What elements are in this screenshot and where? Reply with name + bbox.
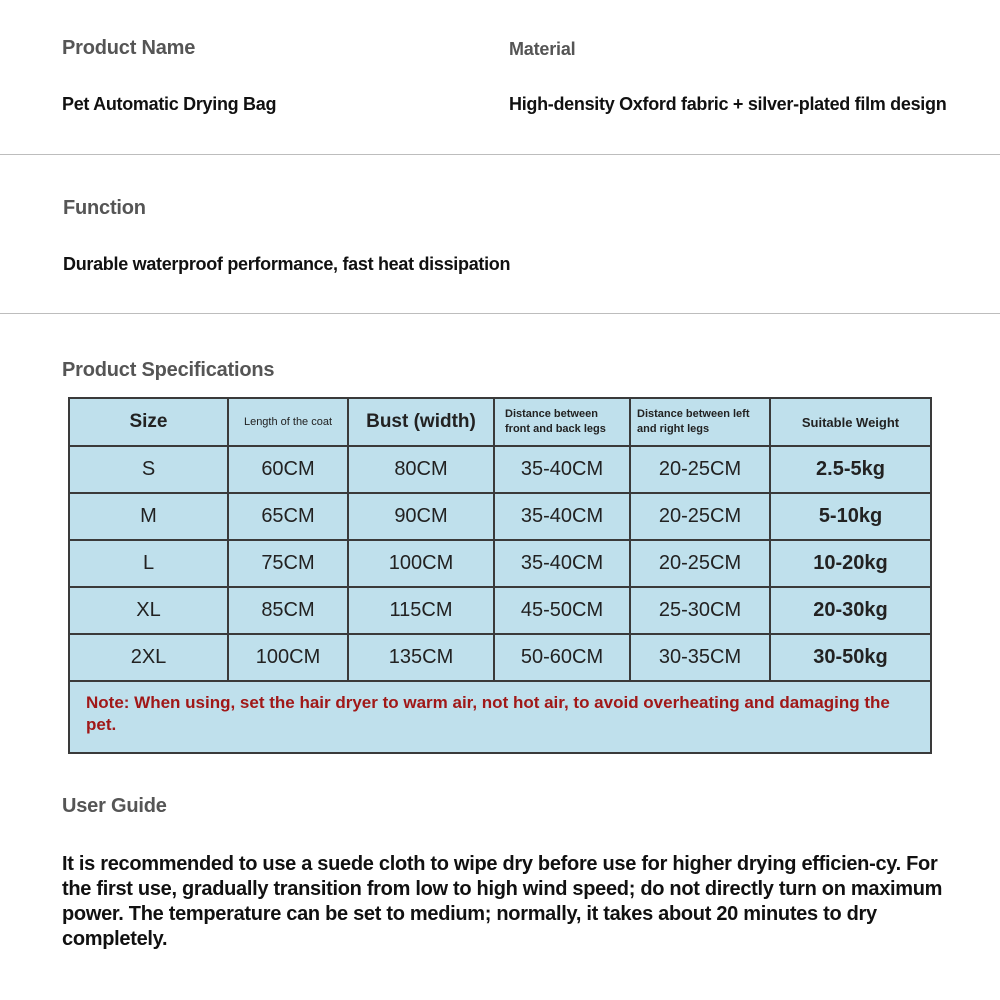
- size-cell: M: [70, 493, 228, 540]
- length-cell: 100CM: [228, 634, 348, 681]
- bust-cell: 135CM: [348, 634, 494, 681]
- header-left-right-text: Distance between left and right legs: [637, 408, 750, 435]
- left-right-cell: 30-35CM: [630, 634, 770, 681]
- bust-cell: 115CM: [348, 587, 494, 634]
- header-bust: Bust (width): [348, 399, 494, 446]
- weight-cell: 5-10kg: [770, 493, 930, 540]
- user-guide-text: It is recommended to use a suede cloth to wipe dry before use for higher drying efficien-cy. For the first use, gradually transition from low to high wind speed; do not directly turn on maximum power. The temperature can be set to medium; normally, it takes about 20 minutes to dry completely.: [62, 853, 943, 950]
- size-chart-table: [68, 397, 932, 754]
- table-row: [70, 493, 930, 540]
- front-back-cell: 35-40CM: [494, 493, 630, 540]
- header-left-right: [630, 399, 770, 446]
- product-name-value: Pet Automatic Drying Bag: [62, 94, 277, 114]
- length-cell: 60CM: [228, 446, 348, 493]
- size-cell: S: [70, 446, 228, 493]
- bust-cell: 90CM: [348, 493, 494, 540]
- size-cell: XL: [70, 587, 228, 634]
- length-cell: 75CM: [228, 540, 348, 587]
- header-weight: Suitable Weight: [770, 399, 930, 446]
- table-header-row: [70, 399, 930, 446]
- weight-cell: 10-20kg: [770, 540, 930, 587]
- length-cell: 85CM: [228, 587, 348, 634]
- usage-note: Note: When using, set the hair dryer to warm air, not hot air, to avoid overheating and damaging the pet.: [86, 693, 890, 734]
- left-right-cell: 20-25CM: [630, 446, 770, 493]
- header-size: Size: [70, 399, 228, 446]
- left-right-cell: 20-25CM: [630, 493, 770, 540]
- length-cell: 65CM: [228, 493, 348, 540]
- table-row: [70, 634, 930, 681]
- function-label: Function: [63, 197, 146, 219]
- material-label: Material: [509, 39, 576, 59]
- weight-cell: 2.5-5kg: [770, 446, 930, 493]
- header-length: Length of the coat: [228, 399, 348, 446]
- header-front-back: [494, 399, 630, 446]
- front-back-cell: 45-50CM: [494, 587, 630, 634]
- product-name-label: Product Name: [62, 37, 196, 59]
- table-row: [70, 446, 930, 493]
- header-front-back-text: Distance between front and back legs: [505, 408, 606, 435]
- divider: [0, 313, 1000, 314]
- specifications-label: Product Specifications: [62, 359, 275, 381]
- bust-cell: 80CM: [348, 446, 494, 493]
- note-row: [70, 681, 930, 754]
- bust-cell: 100CM: [348, 540, 494, 587]
- material-value: High-density Oxford fabric + silver-plated film design: [509, 94, 947, 114]
- table-row: [70, 540, 930, 587]
- size-cell: L: [70, 540, 228, 587]
- front-back-cell: 35-40CM: [494, 540, 630, 587]
- user-guide-label: User Guide: [62, 795, 167, 817]
- divider: [0, 154, 1000, 155]
- left-right-cell: 20-25CM: [630, 540, 770, 587]
- weight-cell: 30-50kg: [770, 634, 930, 681]
- front-back-cell: 50-60CM: [494, 634, 630, 681]
- weight-cell: 20-30kg: [770, 587, 930, 634]
- front-back-cell: 35-40CM: [494, 446, 630, 493]
- table-row: [70, 587, 930, 634]
- function-value: Durable waterproof performance, fast heat dissipation: [63, 254, 511, 274]
- left-right-cell: 25-30CM: [630, 587, 770, 634]
- size-cell: 2XL: [70, 634, 228, 681]
